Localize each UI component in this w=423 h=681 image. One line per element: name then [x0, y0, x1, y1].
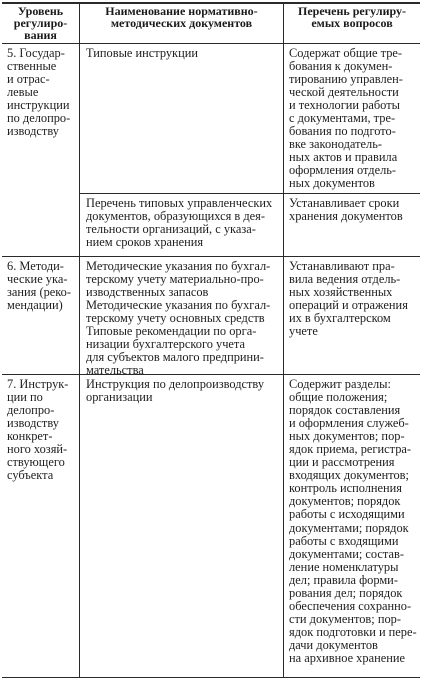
- header-bottom-border: [2, 43, 420, 44]
- header-documents: Наименование нормативно- методических документов: [105, 4, 258, 30]
- header-issues: Перечень регулиру- емых вопросов: [297, 4, 407, 30]
- row-6-level: 6. Методи- ческие ука- зания (реко- мендации): [7, 259, 71, 313]
- row-6-issues: Устанавливают пра- вила ведения отдель- ных хозяйственных операций и отражения их в бухгалтерском учете: [289, 259, 408, 339]
- row-5-issues-2: Устанавливает сроки хранения документов: [289, 196, 403, 224]
- column-divider-2: [283, 2, 284, 677]
- row-7-documents: Инструкция по делопроизводству организации: [86, 377, 265, 405]
- row-5-level: 5. Государ- ственные и отрас- левые инструкции по делопро- изводству: [7, 46, 71, 139]
- row-7-issues: Содержит разделы: общие положения; порядок составления и оформления служеб- ных документов; пор- ядок приема, регистра- ции и рассмотрения входящих документов; контроль исполнения документов; порядок работы с исходящими документами; порядок работы с входящими документами; состав- ление номенклатуры дел; правила форми- рования дел; порядок обеспечения сохранно- сти документов; пор- ядок подготовки и пере- дачи документов на архивное хранение: [289, 377, 417, 665]
- header-level: Уровень регулиро- вания: [13, 4, 68, 42]
- row-divider-5-6: [2, 256, 420, 257]
- row-5-document-2: Перечень типовых управленческих документов, образующихся в дея- тельности организаций, с указа- нием сроков хранения: [86, 196, 273, 250]
- row-divider-5: [79, 193, 420, 194]
- row-6-documents: Методические указания по бухгал- терскому учету материально-про- изводственных запасов Методические указания по бухгал- терскому учету основных средств Типовые рекомендации по орга- низации бухгалтерского учета для субъектов малого предприни- мательства: [86, 259, 271, 378]
- row-5-issues-1: Содержат общие тре- бования к докумен- тированию управлен- ческой деятельности и технологии работы с документами, тре- бования по подгото- вке законодатель- ных актов и правила оформления отдель- ных документов: [289, 46, 403, 191]
- row-7-level: 7. Инструк- ции по делопро- изводству конкрет- ного хозяй- ствующего субъекта: [7, 377, 69, 483]
- row-5-document-1: Типовые инструкции: [86, 46, 198, 60]
- table-bottom-border: [2, 677, 420, 678]
- column-divider-1: [79, 2, 80, 677]
